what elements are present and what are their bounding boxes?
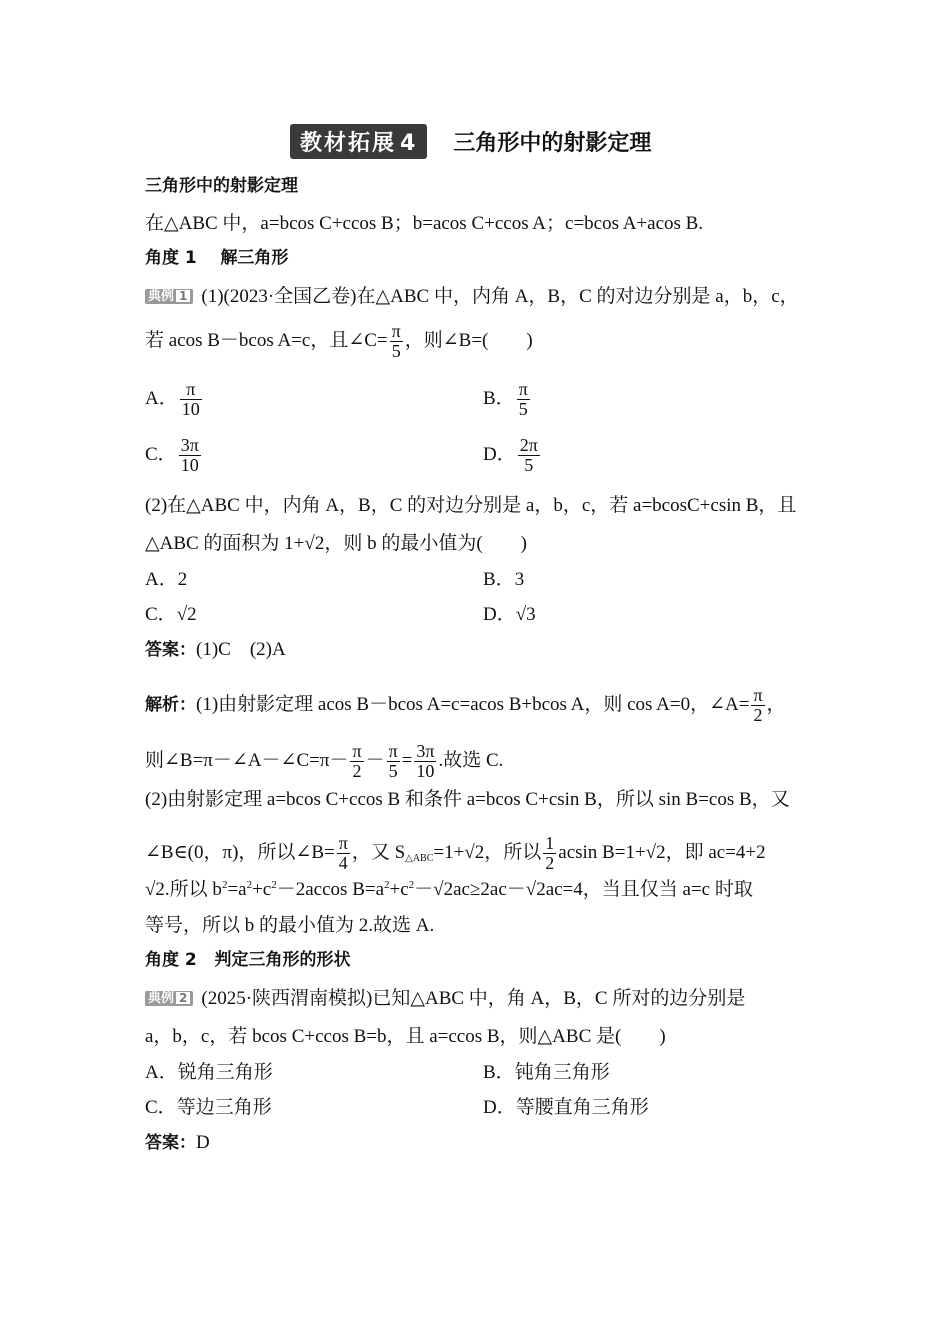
ex1-q1-option-a: A． $\frac{\pi}{10}$ <box>145 379 200 419</box>
angle2-heading: 角度 2 判定三角形的形状 <box>145 950 351 970</box>
ex2-question-line2: a，b，c，若 bcos C+ccos B=b，且 a=ccos B，则△ABC 是( ) <box>145 1026 666 1047</box>
theorem-statement: 在△ABC 中，a=bcos C+ccos B；b=acos C+ccos A；c=bcos A+acos B. <box>145 213 704 234</box>
ex2-option-c: C．等边三角形 <box>145 1097 272 1118</box>
ex1-q1-option-c: C． $\frac{3\pi}{10}$ <box>145 435 199 475</box>
section-heading: 三角形中的射影定理 <box>145 176 298 196</box>
ex1-question-line1: 典例 1 (1)(2023·全国乙卷)在△ABC 中，内角 A，B，C 的对边分别是 a，b，c， <box>145 287 799 306</box>
section-header <box>290 124 651 158</box>
ex1-q2-line2: △ABC 的面积为 1+√2，则 b 的最小值为( ) <box>145 533 527 554</box>
ex1-analysis-line1: 解析：(1)由射影定理 acos B－bcos A=c=acos B+bcos A，则 cos A=0，∠A= $\frac{\pi}{2}$ ， <box>145 685 786 725</box>
ex1-q2-line1: (2)在△ABC 中，内角 A，B，C 的对边分别是 a，b，c，若 a=bcosC+csin B，且 <box>145 495 797 516</box>
ex1-answer: 答案：(1)C (2)A <box>145 639 286 660</box>
ex2-badge: 典例 2 <box>145 991 193 1006</box>
fraction: $\frac{\pi}{5}$ <box>391 321 401 361</box>
ex1-q2-option-b: B．3 <box>483 569 525 590</box>
ex1-analysis-line2: 则∠B=π－∠A－∠C=π－ $\frac{\pi}{2}$ － $\frac{\pi}{5}$ = $\frac{3\pi}{10}$ .故选 C. <box>145 741 504 781</box>
page-title: 三角形中的射影定理 <box>453 129 652 156</box>
ex2-option-d: D．等腰直角三角形 <box>483 1097 649 1118</box>
ex1-q1-option-d: D． $\frac{2\pi}{5}$ <box>483 435 538 475</box>
ex2-option-a: A．锐角三角形 <box>145 1062 273 1083</box>
ex1-analysis-line5: √2.所以 $b^2=a^2+c^2-2accos$ $B=a^2+c^2-√2ac\ge 2ac-√2ac=4$，当且仅当 a=c 时取 <box>145 879 753 900</box>
header-badge: 教材拓展 4 <box>290 124 427 159</box>
ex1-badge: 典例 1 <box>145 289 193 304</box>
ex1-q1-option-b: B． $\frac{\pi}{5}$ <box>483 379 528 419</box>
ex1-analysis-line3: (2)由射影定理 a=bcos C+ccos B 和条件 a=bcos C+csin B，所以 sin B=cos B，又 <box>145 789 790 810</box>
ex1-q2-option-a: A．2 <box>145 569 188 590</box>
ex2-answer: 答案：D <box>145 1132 210 1153</box>
ex2-question-line1: 典例 2 (2025·陕西渭南模拟)已知△ABC 中，角 A，B，C 所对的边分别是 <box>145 989 745 1008</box>
ex1-question-line2: 若 acos B－bcos A=c，且∠C= $\frac{\pi}{5}$ ，则∠B=( ) <box>145 321 533 361</box>
ex1-analysis-line4: ∠B∈(0，π)，所以∠B= $\frac{\pi}{4}$ ，又 $S_{\triangle ABC}=1+√2$，所以 $\frac{1}{2}$ acsin B=1+√2，即 ac=4+2 <box>145 833 766 873</box>
ex2-option-b: B．钝角三角形 <box>483 1062 610 1083</box>
angle1-heading: 角度 1 解三角形 <box>145 248 289 268</box>
ex1-analysis-line6: 等号，所以 b 的最小值为 2.故选 A. <box>145 915 435 936</box>
ex1-q2-option-c: C．√2 <box>145 604 197 625</box>
ex1-q2-option-d: D．√3 <box>483 604 536 625</box>
